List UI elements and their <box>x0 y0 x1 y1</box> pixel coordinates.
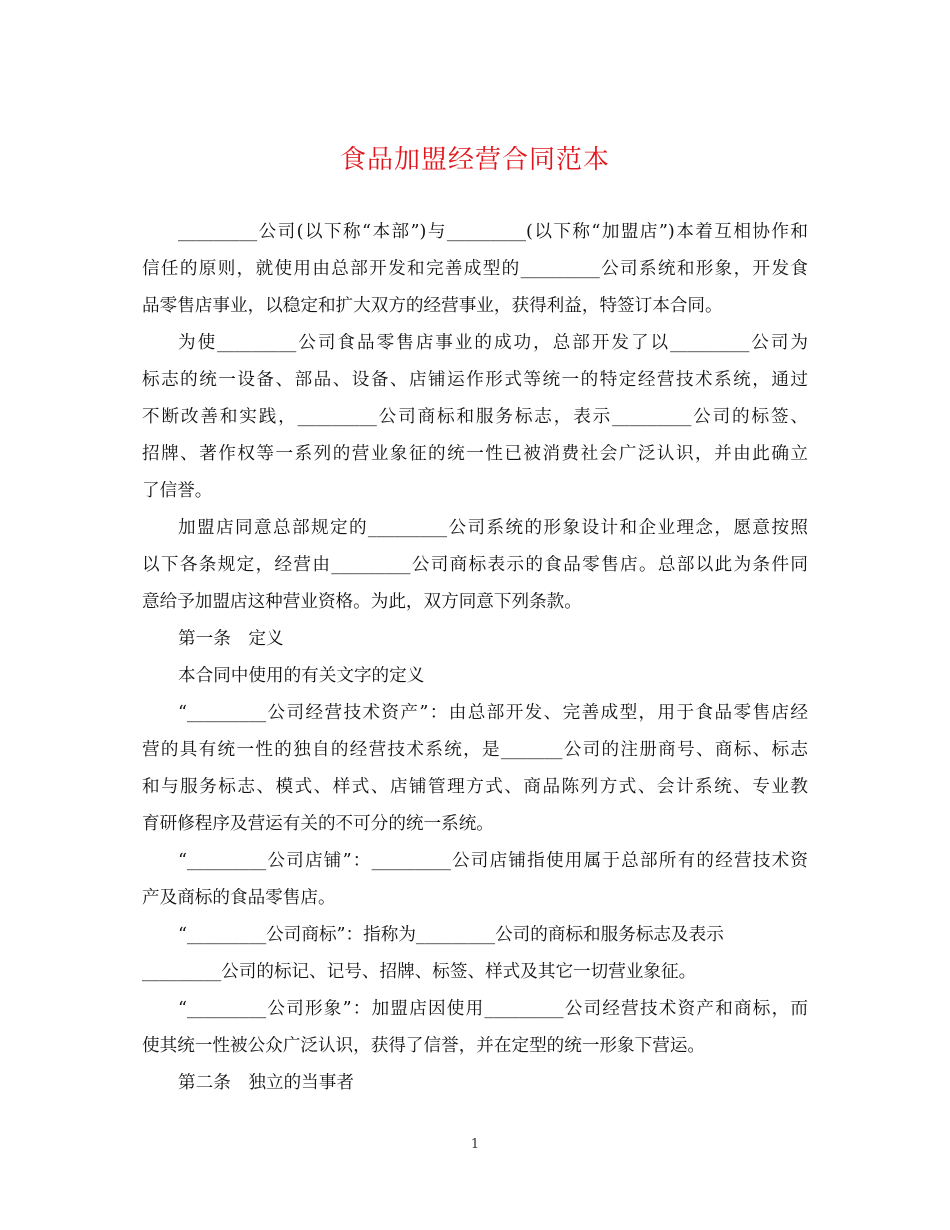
body-line: 和与服务标志、模式、样式、店铺管理方式、商品陈列方式、会计系统、专业教 <box>142 777 808 797</box>
document-title: 食品加盟经营合同范本 <box>339 145 610 175</box>
body-line: “_________公司店铺”：_________公司店铺指使用属于总部所有的经营技术资 <box>178 851 808 871</box>
body-line: 意给予加盟店这种营业资格。为此，双方同意下列条款。 <box>142 592 582 612</box>
body-line: 本合同中使用的有关文字的定义 <box>178 666 425 686</box>
body-line: 招牌、著作权等一系列的营业象征的统一性已被消费社会广泛认识，并由此确立 <box>142 444 808 464</box>
body-line: 营的具有统一性的独自的经营技术系统，是_______公司的注册商号、商标、标志 <box>142 740 808 760</box>
body-line: 第一条 定义 <box>178 629 284 649</box>
body-line: 不断改善和实践，_________公司商标和服务标志，表示_________公司的标签、 <box>142 407 808 427</box>
body-line: 信任的原则，就使用由总部开发和完善成型的_________公司系统和形象，开发食 <box>142 259 808 279</box>
body-line: 第二条 独立的当事者 <box>178 1073 354 1093</box>
document-body <box>142 214 808 1102</box>
body-line: _________公司(以下称“本部”)与_________(以下称“加盟店”)本着互相协作和 <box>178 222 808 242</box>
body-line: “_________公司经营技术资产”：由总部开发、完善成型，用于食品零售店经 <box>178 703 808 723</box>
body-line: 以下各条规定，经营由_________公司商标表示的食品零售店。总部以此为条件同 <box>142 555 808 575</box>
body-line: 育研修程序及营运有关的不可分的统一系统。 <box>142 814 494 834</box>
page-number: 1 <box>470 1137 480 1152</box>
body-line: 加盟店同意总部规定的_________公司系统的形象设计和企业理念，愿意按照 <box>178 518 808 538</box>
body-line: 产及商标的食品零售店。 <box>142 888 336 908</box>
body-line: 为使_________公司食品零售店事业的成功，总部开发了以_________公司为 <box>178 333 808 353</box>
body-line: “_________公司形象”：加盟店因使用_________公司经营技术资产和商标，而 <box>178 999 808 1019</box>
body-line: 使其统一性被公众广泛认识，获得了信誉，并在定型的统一形象下营运。 <box>142 1036 706 1056</box>
body-line: 品零售店事业，以稳定和扩大双方的经营事业，获得利益，特签订本合同。 <box>142 296 723 316</box>
body-line: “_________公司商标”：指称为_________公司的商标和服务标志及表示 <box>178 925 724 945</box>
body-line: 标志的统一设备、部品、设备、店铺运作形式等统一的特定经营技术系统，通过 <box>142 370 808 390</box>
body-line: _________公司的标记、记号、招牌、标签、样式及其它一切营业象征。 <box>142 962 697 982</box>
body-line: 了信誉。 <box>142 481 213 501</box>
